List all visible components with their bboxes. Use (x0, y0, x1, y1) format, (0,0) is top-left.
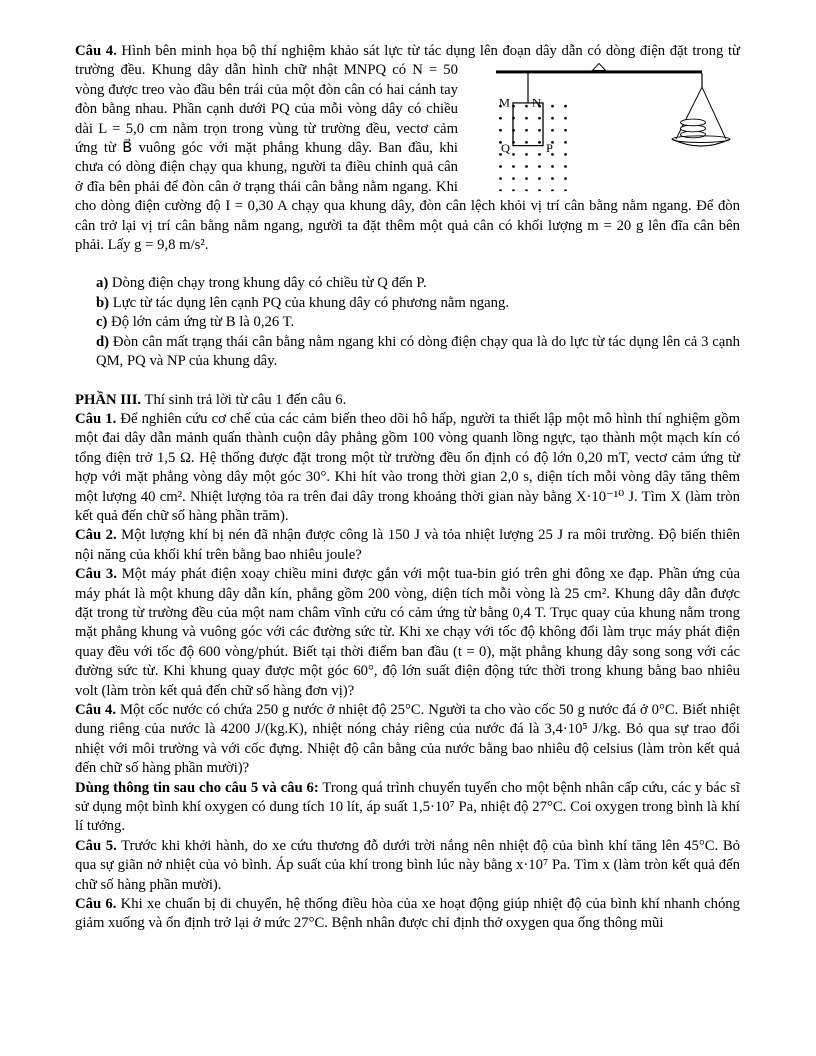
option-d (75, 333, 740, 372)
question-5-label: Câu 5. (75, 837, 117, 854)
pan-string-right (702, 88, 726, 140)
coil-label-q: Q (500, 141, 510, 156)
option-d-label: d) (96, 333, 110, 350)
coil-label-p: P (546, 141, 553, 156)
coil-label-n: N (532, 96, 542, 110)
question-4b-label: Câu 4. (75, 702, 117, 718)
option-a-label: a) (96, 275, 109, 292)
question-6-label: Câu 6. (75, 896, 117, 913)
question-6-text: Khi xe chuẩn bị di chuyển, hệ thống điều hòa của xe hoạt động giúp nhiệt độ của bình khí nhanh chóng giảm xuống và ổn định trở lại ở mức 27°C. Bệnh nhân được chỉ định thở oxygen qua ống thông mũi (75, 896, 740, 932)
question-2-text: Một lượng khí bị nén đã nhận được công là 150 J và tỏa nhiệt lượng 25 J ra môi trường. Độ biến thiên nội năng của khối khí trên bằng bao nhiêu joule? (75, 527, 741, 563)
option-b-label: b) (96, 294, 110, 311)
part-3-label: PHẦN III. (75, 391, 142, 408)
question-1-statement (75, 410, 740, 526)
fulcrum-triangle-icon (593, 64, 606, 71)
question-2-statement (75, 526, 740, 565)
question-4b-text: Một cốc nước có chứa 250 g nước ở nhiệt độ 25°C. Người ta cho vào cốc 50 g nước đá ở 0°C. Biết nhiệt dung riêng của nước là 4200 J/(kg.K), nhiệt nóng chảy riêng của nước đá là 3,4·10⁵ J/kg. Bỏ qua sự trao đổi nhiệt với môi trường và với cốc đựng. Nhiệt độ cân bằng của nước bằng bao nhiêu độ celsius (làm tròn kết quả đến chữ số hàng phần mười)? (75, 702, 740, 777)
question-4-text-main: trường đều. Khung dây dẫn hình chữ nhật MNPQ có N = 50 vòng được treo vào đầu bên trái của một đòn cân có hai cánh tay đòn bằng nhau. Phần cạnh dưới PQ của mỗi vòng dây có chiều dài L = 5,0 cm nằm trọn trong vùng từ trường đều, vectơ cảm ứng từ B⃗ vuông góc với mặt phẳng khung dây. Ban đầu, khi chưa có dòng điện chạy qua khung, người ta điều chỉnh quả cân ở đĩa bên phải để đòn cân ở trạng thái cân bằng nằm ngang. Khi cho dòng điện cường độ I = 0,30 A chạy qua khung dây, đòn cân lệch khỏi vị trí cân bằng nằm ngang. Để đòn cân trở lại vị trí cân bằng nằm ngang, người ta đặt thêm một quả cân có khối lượng m = 20 g lên đĩa cân bên phải. Lấy g = 9,8 m/s². (75, 62, 740, 254)
question-3-statement (75, 565, 740, 701)
question-2-label: Câu 2. (75, 527, 117, 544)
option-c-text: Độ lớn cảm ứng từ B là 0,26 T. (111, 314, 295, 331)
option-b-text: Lực từ tác dụng lên cạnh PQ của khung dây có phương nằm ngang. (112, 294, 510, 311)
option-c (75, 313, 740, 332)
question-5-statement (75, 837, 740, 895)
info-block-label: Dùng thông tin sau cho câu 5 và câu 6: (75, 779, 319, 796)
info-block-text: Trong quá trình chuyển tuyến cho một bệnh nhân cấp cứu, các y bác sĩ sử dụng một bình khí oxygen có dung tích 10 lít, áp suất 1,5·10⁷ Pa, nhiệt độ 27°C. Coi oxygen trong bình là khí lí tưởng. (75, 779, 740, 835)
option-c-label: c) (96, 314, 108, 331)
balance-experiment-figure (468, 63, 740, 193)
weight-coin (681, 119, 706, 126)
option-a (75, 274, 740, 293)
question-6-statement (75, 895, 740, 934)
option-d-text: Đòn cân mất trạng thái cân bằng nằm ngang khi có dòng điện chạy qua là do lực từ tác dụng lên cả 3 cạnh QM, PQ và NP của khung dây. (96, 333, 740, 370)
question-5-text: Trước khi khởi hành, do xe cứu thương đỗ dưới trời nắng nên nhiệt độ của bình khí tăng lên 45°C. Bỏ qua sự giãn nở nhiệt của vỏ bình. Áp suất của khí trong bình lúc này bằng x·10⁷ Pa. Tìm x (làm tròn kết quả đến chữ số hàng phần mười). (75, 837, 740, 893)
question-4-statement (75, 42, 740, 255)
part-3-text: Thí sinh trả lời từ câu 1 đến câu 6. (144, 391, 347, 408)
question-4b-statement (75, 701, 740, 779)
question-4-label: Câu 4. (75, 43, 117, 59)
part-3-heading (75, 391, 740, 410)
question-1-label: Câu 1. (75, 410, 117, 427)
question-3-label: Câu 3. (75, 566, 117, 583)
question-1-text: Để nghiên cứu cơ chế của các cảm biến theo dõi hô hấp, người ta thiết lập một mô hình thí nghiệm gồm một đai dây dẫn mảnh quấn thành cuộn dây phẳng gồm 100 vòng quanh lồng ngực, tạo thành một mạch kín có tổng điện trở 1,5 Ω. Hệ thống được đặt trong một từ trường đều ổn định có độ lớn 0,20 mT, vectơ cảm ứng từ hợp với mặt phẳng vòng dây một góc 30°. Khi hít vào trong thời gian 2,0 s, diện tích mỗi vòng dây tăng thêm một lượng 40 cm². Nhiệt lượng tỏa ra trên đai dây trong khoảng thời gian này bằng X·10⁻¹⁰ J. Tìm X (làm tròn kết quả đến chữ số hàng phần trăm). (75, 410, 741, 524)
question-4-options (75, 274, 740, 371)
info-block (75, 779, 740, 837)
question-3-text: Một máy phát điện xoay chiều mini được gắn với một tua-bin gió trên ghi đông xe đạp. Phần ứng của máy phát là một khung dây dẫn kín, phẳng gồm 200 vòng, diện tích mỗi vòng là 25 cm². Khung dây dẫn được đặt trong từ trường đều của một nam châm vĩnh cửu có cảm ứng từ bằng 0,4 T. Trục quay của khung nằm trong mặt phẳng khung và vuông góc với các đường sức từ. Khi xe chạy với tốc độ không đổi làm trục máy phát điện quay đều với tốc độ 600 vòng/phút. Biết tại thời điểm ban đầu (t = 0), mặt phẳng khung dây song song với các đường sức từ. Khi khung quay được một góc 60°, độ lớn suất điện động tức thời trong khung bằng bao nhiêu volt (làm tròn kết quả đến chữ số hàng đơn vị)? (75, 566, 741, 699)
option-a-text: Dòng điện chạy trong khung dây có chiều từ Q đến P. (111, 275, 427, 292)
question-4-text-intro: Hình bên minh họa bộ thí nghiệm khảo sát lực từ tác dụng lên đoạn dây dẫn có dòng điện đặt trong từ (121, 43, 741, 59)
balance-figure-svg (468, 63, 740, 193)
option-b (75, 294, 740, 313)
coil-label-m: M (498, 96, 510, 110)
